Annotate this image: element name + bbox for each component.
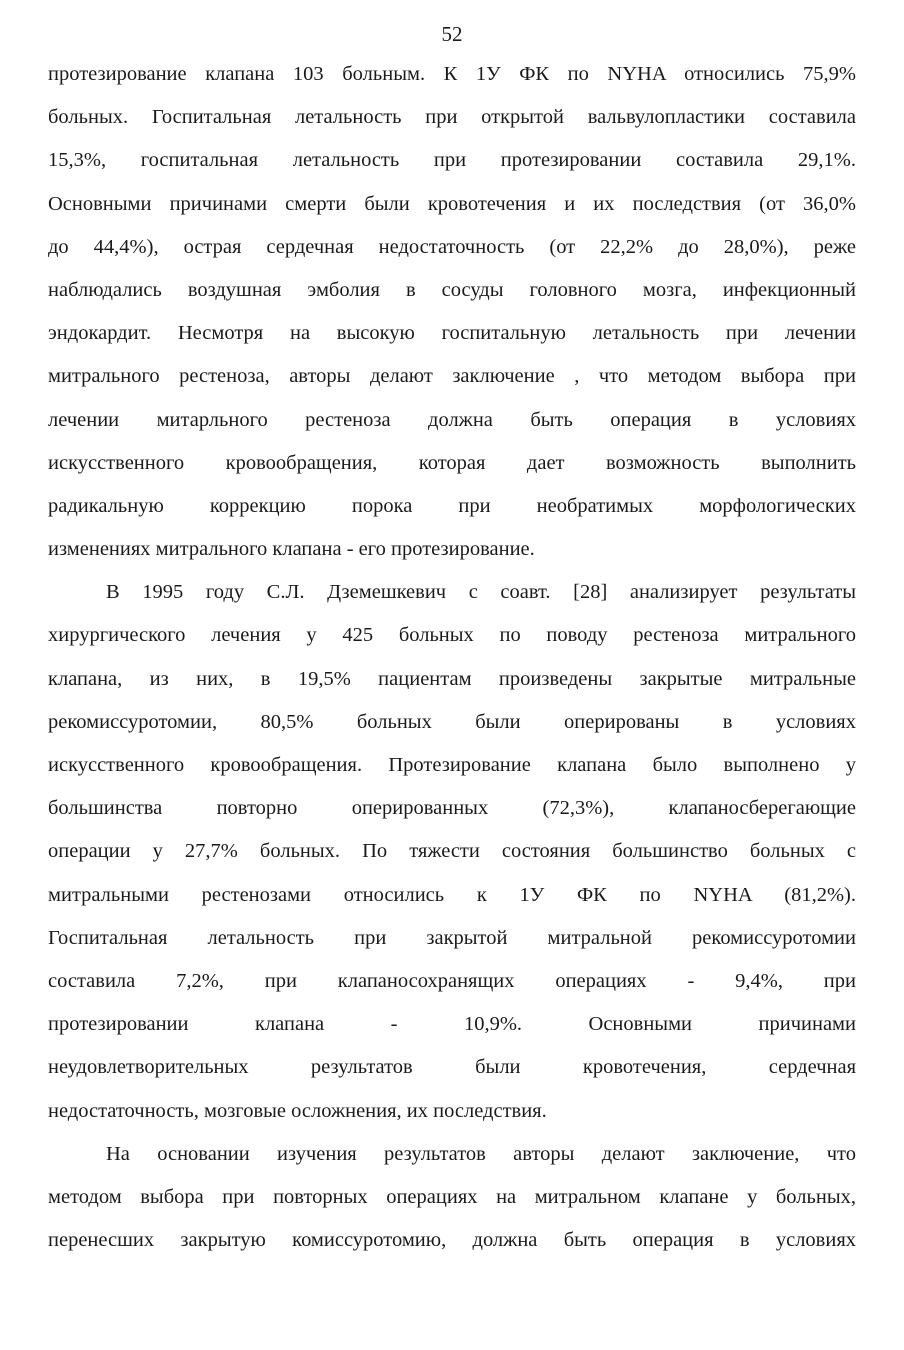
text-line: эндокардит. Несмотря на высокую госпитальную летальность при лечении	[48, 322, 856, 345]
text-line: В 1995 году С.Л. Дземешкевич с соавт. [28] анализирует результаты	[106, 581, 856, 604]
text-line: протезировании клапана - 10,9%. Основными причинами	[48, 1013, 856, 1036]
text-line: протезирование клапана 103 больным. К 1У ФК по NYHA относились 75,9%	[48, 63, 856, 85]
text-line: митрального рестеноза, авторы делают заключение , что методом выбора при	[48, 365, 856, 388]
text-line: изменениях митрального клапана - его протезирование.	[48, 538, 535, 561]
text-line: На основании изучения результатов авторы делают заключение, что	[106, 1142, 856, 1165]
text-line: методом выбора при повторных операциях на митральном клапане у больных,	[48, 1185, 856, 1208]
text-line: лечении митарльного рестеноза должна быть операция в условиях	[48, 408, 856, 431]
text-line: больных. Госпитальная летальность при открытой вальвулопластики составила	[48, 106, 856, 129]
page-number: 52	[441, 22, 463, 46]
text-line: до 44,4%), острая сердечная недостаточность (от 22,2% до 28,0%), реже	[48, 235, 856, 258]
text-line: операции у 27,7% больных. По тяжести состояния большинство больных с	[48, 840, 856, 863]
text-line: большинства повторно оперированных (72,3%), клапаносберегающие	[48, 797, 856, 820]
text-line: искусственного кровообращения. Протезирование клапана было выполнено у	[48, 754, 856, 776]
text-line: неудовлетворительных результатов были кровотечения, сердечная	[48, 1056, 856, 1079]
body-text	[48, 53, 856, 1262]
text-line: клапана, из них, в 19,5% пациентам произведены закрытые митральные	[48, 667, 856, 690]
text-line: радикальную коррекцию порока при необратимых морфологических	[48, 494, 856, 517]
text-line: хирургического лечения у 425 больных по поводу рестеноза митрального	[48, 624, 856, 647]
text-line: составила 7,2%, при клапаносохранящих операциях - 9,4%, при	[48, 969, 856, 992]
text-line: Госпитальная летальность при закрытой митральной рекомиссуротомии	[48, 926, 856, 949]
text-line: недостаточность, мозговые осложнения, их последствия.	[48, 1099, 547, 1122]
text-line: искусственного кровообращения, которая дает возможность выполнить	[48, 451, 856, 474]
text-line: перенесших закрытую комиссуротомию, должна быть операция в условиях	[48, 1229, 856, 1252]
text-line: 15,3%, госпитальная летальность при протезировании составила 29,1%.	[48, 149, 856, 172]
text-line: Основными причинами смерти были кровотечения и их последствия (от 36,0%	[48, 192, 856, 215]
text-line: наблюдались воздушная эмболия в сосуды головного мозга, инфекционный	[48, 278, 856, 301]
text-line: рекомиссуротомии, 80,5% больных были оперированы в условиях	[48, 710, 856, 733]
text-line: митральными рестенозами относились к 1У ФК по NYHA (81,2%).	[48, 883, 856, 906]
